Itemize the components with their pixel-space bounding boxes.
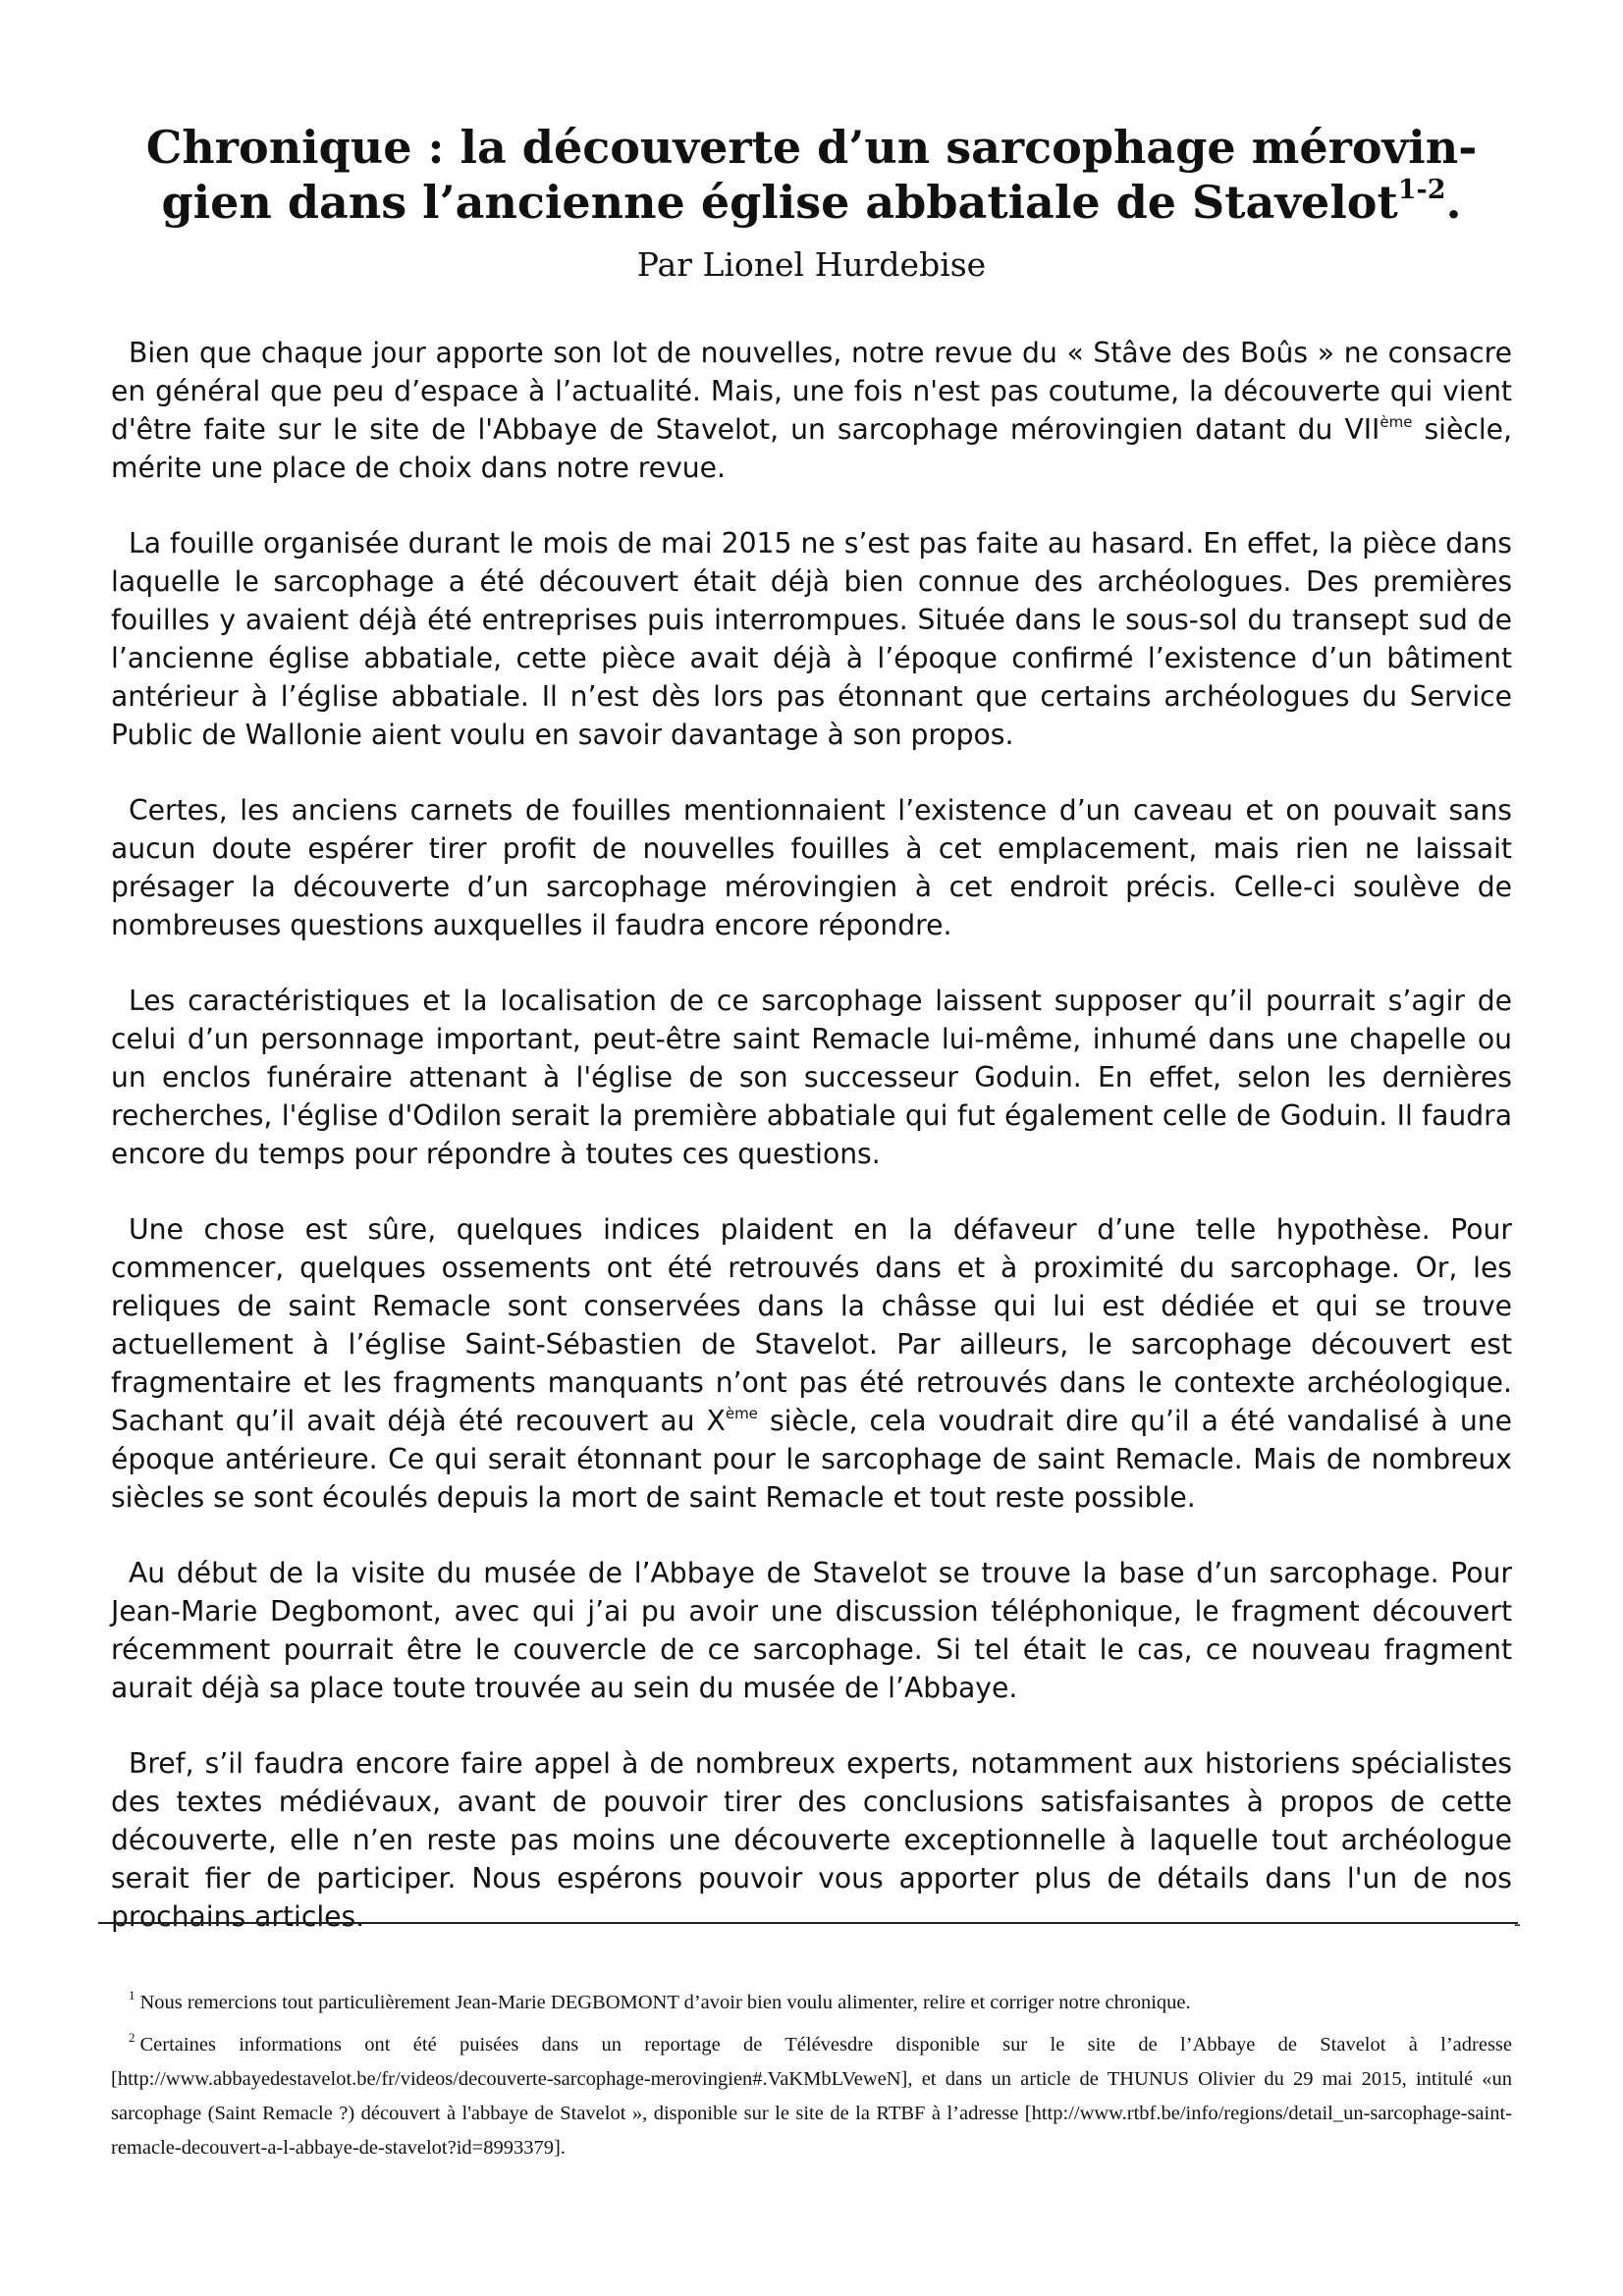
article-body [111, 334, 1512, 1973]
footnote-2-number: 2 [129, 2030, 135, 2045]
article-author: Par Lionel Hurdebise [636, 245, 987, 284]
paragraph-2: La fouille organisée durant le mois de mai 2015 ne s’est pas faite au hasard. En effet, la pièce dans laquelle le sarcophage a été découvert était déjà bien connue des archéologues. Des premières fouilles y avaient déjà été entreprises puis interrompues. Située dans le sous-sol du transept sud de l’ancienne église abbatiale, cette pièce avait déjà à l’époque confirmé l’existence d’un bâtiment antérieur à l’église abbatiale. Il n’est dès lors pas étonnant que certains archéologues du Service Public de Wallonie aient voulu en savoir davantage à son propos. [111, 527, 1512, 751]
footnotes [111, 1986, 1512, 2173]
footnote-1-text: Nous remercions tout particulièrement Jean-Marie DEGBOMONT d’avoir bien voulu alimenter, relire et corriger notre chronique. [139, 1992, 1191, 2013]
paragraph-5-text-a: Une chose est sûre, quelques indices plaident en la défaveur d’une telle hypothèse. Pour commencer, quelques ossements ont été retrouvés dans et à proximité du sarcophage. Or, les reliques de saint Remacle sont conservées dans la châsse qui lui est dédiée et qui se trouve actuellement à l’église Saint-Sébastien de Stavelot. Par ailleurs, le sarcophage découvert est fragmentaire et les fragments manquants n’ont pas été retrouvés dans le contexte archéologique. Sachant qu’il avait déjà été recouvert au X [111, 1213, 1512, 1437]
paragraph-7: Bref, s’il faudra encore faire appel à de nombreux experts, notamment aux historiens spécialistes des textes médiévaux, avant de pouvoir tirer des conclusions satisfaisantes à propos de cette découverte, elle n’en reste pas moins une découverte exceptionnelle à laquelle tout archéologue serait fier de participer. Nous espérons pouvoir vous apporter plus de détails dans l'un de nos prochains articles. [111, 1747, 1512, 1933]
paragraph-3: Certes, les anciens carnets de fouilles mentionnaient l’existence d’un caveau et on pouvait sans aucun doute espérer tirer profit de nouvelles fouilles à cet emplacement, mais rien ne laissait présager la découverte d’un sarcophage mérovingien à cet endroit précis. Celle-ci soulève de nombreuses questions auxquelles il faudra encore répondre. [111, 794, 1512, 941]
footnote-1-number: 1 [129, 1988, 135, 2002]
paragraph-5-text-b: siècle, cela voudrait dire qu’il a été vandalisé à une époque antérieure. Ce qui serait étonnant pour le sarcophage de saint Remacle. Mais de nombreux siècles se sont écoulés depuis la mort de saint Remacle et tout reste possible. [111, 1405, 1512, 1514]
paragraph-5-superscript: ème [725, 1405, 758, 1422]
title-line-1: Chronique : la découverte d’un sarcophage mérovin- [145, 121, 1478, 174]
title-line-2-text: gien dans l’ancienne église abbatiale de Stavelot [161, 176, 1398, 229]
paragraph-1-text-b: siècle, mérite une place de choix dans notre revue. [111, 413, 1512, 484]
title-line-2 [118, 175, 1505, 230]
title-footnote-refs: 1-2 [1397, 175, 1446, 205]
paragraph-1 [111, 334, 1512, 487]
footnote-2-text: Certaines informations ont été puisées dans un reportage de Télévesdre disponible sur le site de l’Abbaye de Stavelot à l’adresse [http://www.abbayedestavelot.be/fr/videos/decouverte-sarcophage-merovingien#.VaKMbLVeweN], et dans un article de THUNUS Olivier du 29 mai 2015, intitulé «un sarcophage (Saint Remacle ?) découvert à l'abbaye de Stavelot », disponible sur le site de la RTBF à l’adresse [http://www.rtbf.be/info/regions/detail_un-sarcophage-saint-remacle-decouvert-a-l-abbaye-de-stavelot?id=8993379]. [111, 2034, 1512, 2159]
paragraph-5 [111, 1210, 1512, 1517]
footnote-2 [111, 2028, 1512, 2165]
paragraph-4: Les caractéristiques et la localisation de ce sarcophage laissent supposer qu’il pourrait s’agir de celui d’un personnage important, peut-être saint Remacle lui-même, inhumé dans une chapelle ou un enclos funéraire attenant à l'église de son successeur Goduin. En effet, selon les dernières recherches, l'église d'Odilon serait la première abbatiale qui fut également celle de Goduin. Il faudra encore du temps pour répondre à toutes ces questions. [111, 985, 1512, 1170]
paragraph-1-text-a: Bien que chaque jour apporte son lot de nouvelles, notre revue du « Stâve des Boûs » ne consacre en général que peu d’espace à l’actualité. Mais, une fois n'est pas coutume, la découverte qui vient d'être faite sur le site de l'Abbaye de Stavelot, un sarcophage mérovingien datant du VII [111, 337, 1512, 446]
footnote-1 [111, 1986, 1512, 2020]
article-title [118, 120, 1505, 230]
paragraph-1-superscript: ème [1380, 413, 1413, 431]
paragraph-6: Au début de la visite du musée de l’Abbaye de Stavelot se trouve la base d’un sarcophage. Pour Jean-Marie Degbomont, avec qui j’ai pu avoir une discussion téléphonique, le fragment découvert récemment pourrait être le couvercle de ce sarcophage. Si tel était le cas, ce nouveau fragment aurait déjà sa place toute trouvée au sein du musée de l’Abbaye. [111, 1557, 1512, 1704]
title-end-punctuation: . [1445, 176, 1462, 229]
footnote-separator-tail: - [1514, 1913, 1521, 1935]
footnote-separator [98, 1922, 1518, 1924]
